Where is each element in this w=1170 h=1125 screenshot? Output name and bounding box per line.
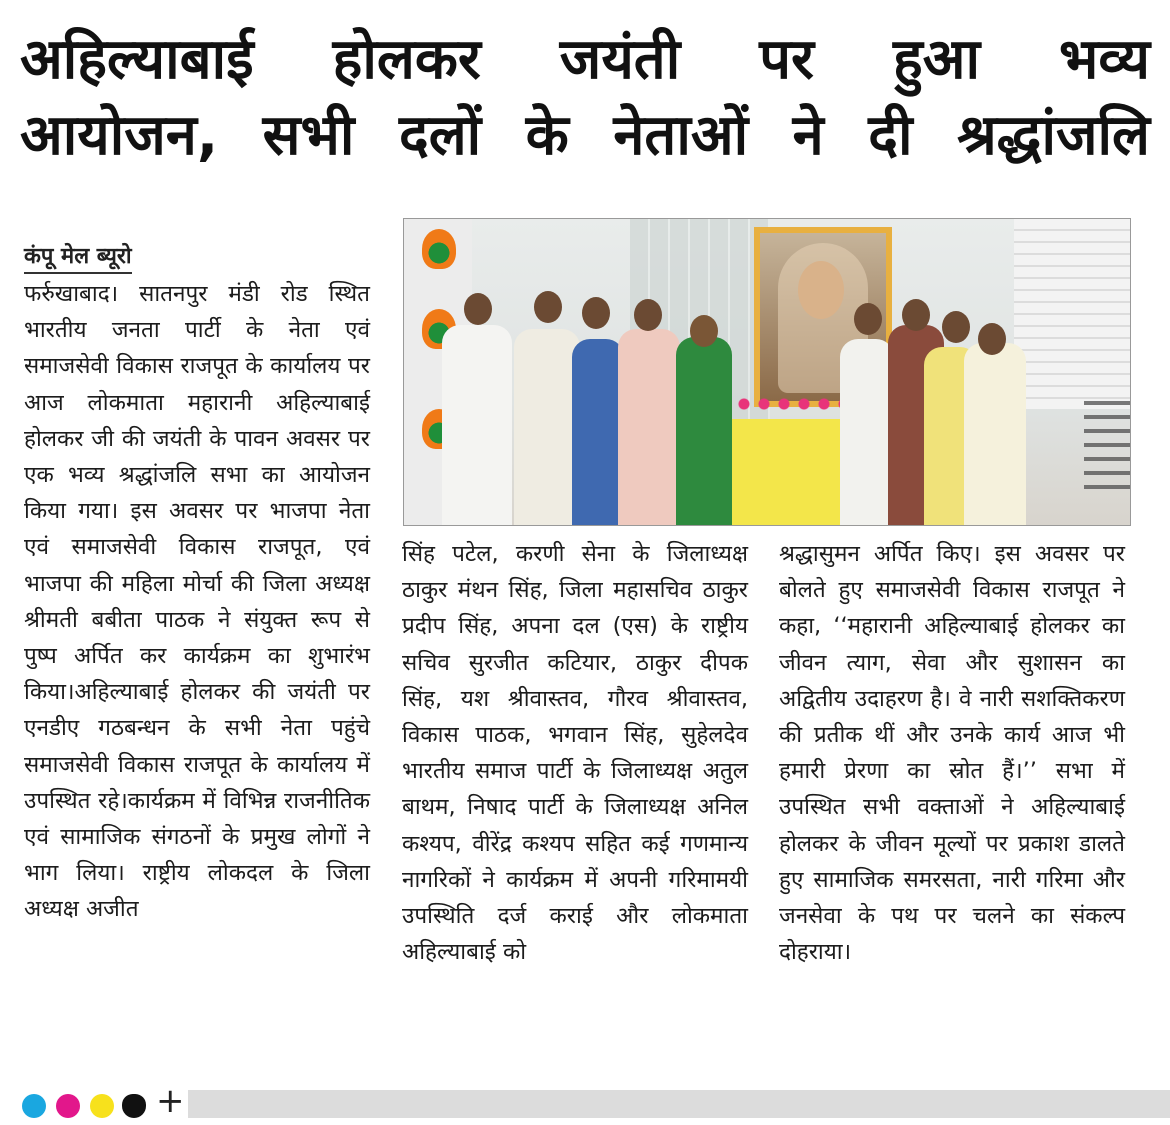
chair [1084,399,1130,489]
person [676,337,732,525]
headline-line-2: आयोजन, सभी दलों के नेताओं ने दी श्रद्धांजलि [20,103,1150,168]
person [442,325,512,525]
person [964,343,1026,525]
cyan-dot-icon [22,1094,46,1118]
headline-line-1: अहिल्याबाई होलकर जयंती पर हुआ भव्य [20,27,1150,92]
person [572,339,624,525]
headline [20,22,1150,174]
person [840,339,894,525]
person [618,329,680,525]
gray-band [188,1090,1170,1118]
article-column-3: श्रद्धासुमन अर्पित किए। इस अवसर पर बोलते हुए समाजसेवी विकास राजपूत ने कहा, ‘‘महारानी अहिल्याबाई होलकर का जीवन त्याग, सेवा और सुशासन का अद्वितीय उदाहरण है। वे नारी सशक्तिकरण की प्रतीक थीं और उनके कार्य आज भी हमारी प्रेरणा का स्रोत हैं।’’ सभा में उपस्थित सभी वक्ताओं ने अहिल्याबाई होलकर के जीवन मूल्यों पर प्रकाश डालते हुए सामाजिक समरसता, नारी गरिमा और जनसेवा के पथ पर चलने का संकल्प दोहराया। [779,541,1125,966]
shutter-door [1014,219,1130,409]
person [514,329,580,525]
lotus-logo-icon [422,229,456,269]
byline: कंपू मेल ब्यूरो [24,240,132,274]
magenta-dot-icon [56,1094,80,1118]
article-column-1: फर्रुखाबाद। सातनपुर मंडी रोड स्थित भारतीय जनता पार्टी के नेता एवं समाजसेवी विकास राजपूत के कार्यालय पर आज लोकमाता महारानी अहिल्याबाई होलकर जी की जयंती के पावन अवसर पर एक भव्य श्रद्धांजलि सभा का आयोजन किया गया। इस अवसर पर भाजपा नेता एवं समाजसेवी विकास राजपूत, एवं भाजपा की महिला मोर्चा की जिला अध्यक्ष श्रीमती बबीता पाठक ने संयुक्त रूप से पुष्प अर्पित कर कार्यक्रम का शुभारंभ किया।अहिल्याबाई होलकर की जयंती पर एनडीए गठबन्धन के सभी नेता पहुंचे समाजसेवी विकास राजपूत के कार्यालय में उपस्थित रहे।कार्यक्रम में विभिन्न राजनीतिक एवं सामाजिक संगठनों के प्रमुख लोगों ने भाग लिया। राष्ट्रीय लोकदल के जिला अध्यक्ष अजीत [24,281,370,923]
yellow-dot-icon [90,1094,114,1118]
article-column-2: सिंह पटेल, करणी सेना के जिलाध्यक्ष ठाकुर मंथन सिंह, जिला महासचिव ठाकुर प्रदीप सिंह, अपना दल (एस) के राष्ट्रीय सचिव सुरजीत कटियार, ठाकुर दीपक सिंह, यश श्रीवास्तव, गौरव श्रीवास्तव, विकास पाठक, भगवान सिंह, सुहेलदेव भारतीय समाज पार्टी के जिलाध्यक्ष अतुल बाथम, निषाद पार्टी के जिलाध्यक्ष अनिल कश्यप, वीरेंद्र कश्यप सहित कई गणमान्य नागरिकों ने कार्यक्रम में अपनी गरिमामयी उपस्थिति दर्ज कराई और लोकमाता अहिल्याबाई को [402,541,748,966]
event-photo [403,218,1131,526]
registration-plus-icon: + [156,1081,185,1121]
registration-marks [0,1081,1170,1125]
black-dot-icon [122,1094,146,1118]
